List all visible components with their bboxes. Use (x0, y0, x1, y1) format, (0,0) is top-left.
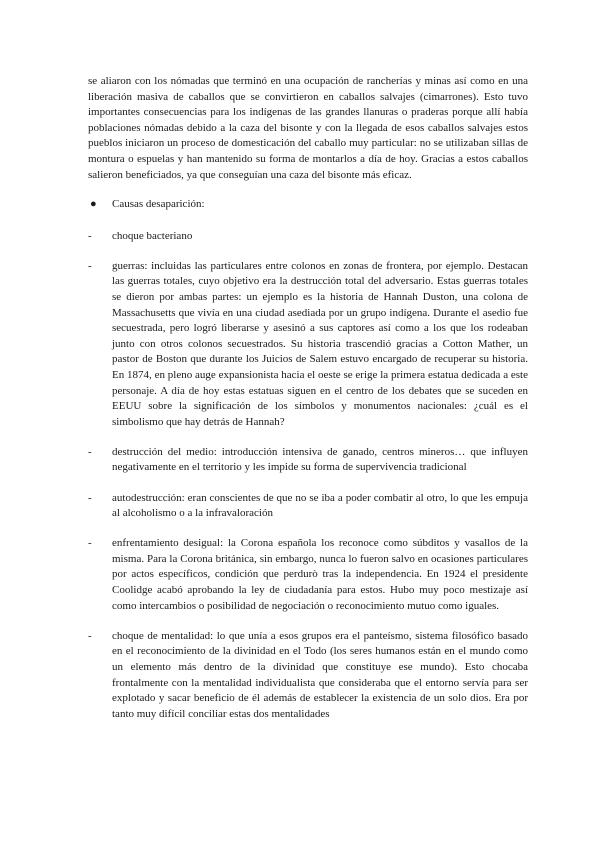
section-heading (88, 197, 528, 213)
section-heading-text: Causas desaparición: (112, 198, 205, 211)
causes-list (88, 229, 528, 723)
list-item (88, 491, 528, 522)
list-item (88, 536, 528, 614)
list-item (88, 445, 528, 476)
list-item (88, 259, 528, 431)
dash-marker: - (88, 629, 92, 642)
list-item-text: choque bacteriano (112, 229, 193, 242)
dash-marker: - (88, 259, 92, 272)
dash-marker: - (88, 445, 92, 458)
list-item-text: destrucción del medio: introducción intensiva de ganado, centros mineros… que influyen negativamente en el territorio y les impide su forma de supervivencia tradicional (112, 445, 528, 474)
dash-marker: - (88, 229, 92, 242)
list-item-text: choque de mentalidad: lo que unía a esos grupos era el panteísmo, sistema filosófico basado en el reconocimiento de la divinidad en el Todo (los seres humanos están en el mundo como un elemento más dentro de la divinidad que constituye ese mundo). Esto chocaba frontalmente con la mentalidad individualista que consideraba que el entorno servía para ser explotado y sacar beneficio de él además de establecer la existencia de un solo dios. Era por tanto muy difícil conciliar estas dos mentalidades (112, 629, 528, 720)
list-item-text: autodestrucción: eran conscientes de que no se iba a poder combatir al otro, lo que les empuja al alcoholismo o a la infravaloración (112, 491, 528, 520)
list-item-text: enfrentamiento desigual: la Corona española los reconoce como súbditos y vasallos de la misma. Para la Corona británica, sin embargo, nunca lo fueron salvo en ocasiones particulares por actos específicos, condición que perdurò tras la independencia. En 1924 el presidente Coolidge acabó aprobando la ley de ciudadanía para estos. Hubo muy poco mestizaje así como intercambios o posibilidad de negociación o reconocimiento mutuo como iguales. (112, 537, 528, 612)
bullet-icon: ● (90, 198, 97, 211)
list-item (88, 629, 528, 723)
dash-marker: - (88, 491, 92, 504)
intro-paragraph: se aliaron con los nómadas que terminó en una ocupación de rancherías y minas así como en una liberación masiva de caballos que se convirtieron en caballos salvajes (cimarrones). Esto tuvo importantes consecuencias para los indígenas de las grandes llanuras o praderas porque allí había poblaciones nómadas debido a la caza del bisonte y con la llegada de esos caballos salvajes estos pueblos iniciaron un proceso de domesticación del caballo muy particular: no se utilizaban sillas de montura o espuelas y han mantenido su forma de montarlos a día de hoy. Gracias a estos caballos salieron beneficiados, ya que conseguían una caza del bisonte más eficaz. (88, 75, 528, 181)
dash-marker: - (88, 537, 92, 550)
list-item-text: guerras: incluidas las particulares entre colonos en zonas de frontera, por ejemplo. Destacan las guerras totales, cuyo objetivo era la destrucción total del adversario. Estas guerras totales se dieron por ambas partes: un ejemplo es la historia de Hannah Duston, una colona de Massachusetts que vivía en una ciudad asediada por un grupo indígena. Durante el asedio fue secuestrada, pero logró liberarse y asesinó a sus captores así como a los que los rodeaban junto con otros colonos secuestrados. Su historia trascendió gracias a Cotton Mather, un pastor de Boston que durante los Juicios de Salem estuvo encargado de recuperar su historia. En 1874, en pleno auge expansionista hacia el oeste se erige la primera estatua dedicada a este personaje. A día de hoy estas estatuas siguen en el centro de los debates que se suceden en EEUU sobre la significación de los símbolos y monumentos nacionales: ¿cuál es el simbolismo que hay detrás de Hannah? (112, 259, 528, 428)
list-item (88, 229, 528, 245)
